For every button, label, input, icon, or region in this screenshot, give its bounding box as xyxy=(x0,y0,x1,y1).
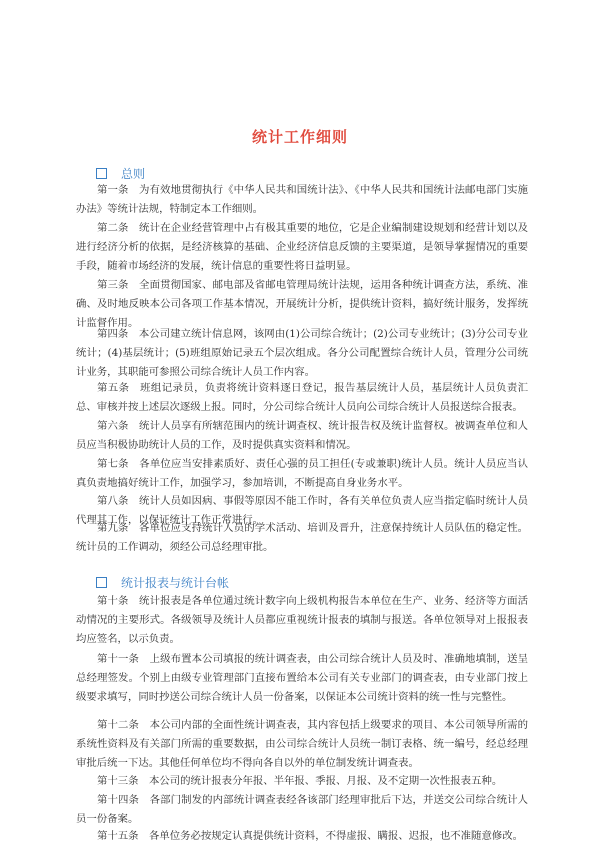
article-3: 第三条 全面贯彻国家、邮电部及省邮电管理局统计法规，运用各种统计调查方法，系统、准确、及时地反映本公司各项工作基本情况，开展统计分析，提供统计资料，搞好统计服务，发挥统计监督作用。 xyxy=(76,279,528,329)
article-13: 第十三条 本公司的统计报表分年报、半年报、季报、月报、及不定期一次性报表五种。 xyxy=(97,775,503,787)
section-heading-general xyxy=(96,165,145,182)
article-1: 第一条 为有效地贯彻执行《中华人民共和国统计法》、《中华人民共和国统计法邮电部门实施办法》等统计法规，特制定本工作细则。 xyxy=(76,184,528,215)
article-6: 第六条 统计人员享有所辖范围内的统计调查权、统计报告权及统计监督权。被调查单位和人员应当积极协助统计人员的工作，及时提供真实资料和情况。 xyxy=(76,420,528,451)
article-7: 第七条 各单位应当安排素质好、责任心强的员工担任(专或兼职)统计人员。统计人员应当认真负责地搞好统计工作，加强学习，参加培训，不断提高自身业务水平。 xyxy=(76,458,528,489)
article-15: 第十五条 各单位务必按规定认真提供统计资料，不得虚报、瞒报、迟报，也不准随意修改。 xyxy=(97,830,524,842)
square-bullet-icon xyxy=(96,577,107,588)
article-10: 第十条 统计报表是各单位通过统计数字向上级机构报告本单位在生产、业务、经济等方面活动情况的主要形式。各级领导及统计人员都应重视统计报表的填制与报送。各单位领导对上报报表均应签名，以示负责。 xyxy=(76,595,528,645)
section-heading-reports xyxy=(96,574,229,591)
article-12: 第十二条 本公司内部的全面性统计调查表，其内容包括上级要求的项目、本公司领导所需的系统性资料及有关部门所需的重要数据，由公司综合统计人员统一制订表格、统一编号，经总经理审批后统一下达。其他任何单位均不得向各自以外的单位制发统计调查表。 xyxy=(76,719,528,769)
article-4: 第四条 本公司建立统计信息网，该网由(1)公司综合统计；(2)公司专业统计；(3)分公司专业统计；(4)基层统计；(5)班组原始记录五个层次组成。各分公司配置综合统计人员，管理分公司统计业务，其职能可参照公司综合统计人员工作内容。 xyxy=(76,328,528,378)
square-bullet-icon xyxy=(96,168,107,179)
article-2: 第二条 统计在企业经营管理中占有极其重要的地位，它是企业编制建设规划和经营计划以及进行经济分析的依据，是经济核算的基础、企业经济信息反馈的主要渠道，是领导掌握情况的重要手段，随着市场经济的发展，统计信息的重要性将日益明显。 xyxy=(76,222,528,272)
section-heading-label: 总则 xyxy=(121,167,146,181)
section-heading-label: 统计报表与统计台帐 xyxy=(121,576,230,590)
article-8: 第八条 统计人员如因病、事假等原因不能工作时，各有关单位负责人应当指定临时统计人员代理其工作，以保证统计工作正常进行。 xyxy=(76,495,528,526)
article-9: 第九条 各单位应支持统计人员的学术活动、培训及晋升，注意保持统计人员队伍的稳定性。统计员的工作调动，须经公司总经理审批。 xyxy=(76,522,528,553)
article-11: 第十一条 上级布置本公司填报的统计调查表，由公司综合统计人员及时、准确地填制，送呈总经理签发。个别上由级专业管理部门直接布置给本公司有关专业部门的调查表，由专业部门按上级要求填写，同时抄送公司综合统计人员一份备案，以保证本公司统计资料的统一性与完整性。 xyxy=(76,653,528,703)
document-title: 统计工作细则 xyxy=(251,128,348,146)
article-5: 第五条 班组记录员，负责将统计资料逐日登记，报告基层统计人员，基层统计人员负责汇总、审核并按上述层次逐级上报。同时，分公司综合统计人员向公司综合统计人员报送综合报表。 xyxy=(76,382,528,413)
article-14: 第十四条 各部门制发的内部统计调查表经各该部门经理审批后下达，并送交公司综合统计人员一份备案。 xyxy=(76,794,528,825)
